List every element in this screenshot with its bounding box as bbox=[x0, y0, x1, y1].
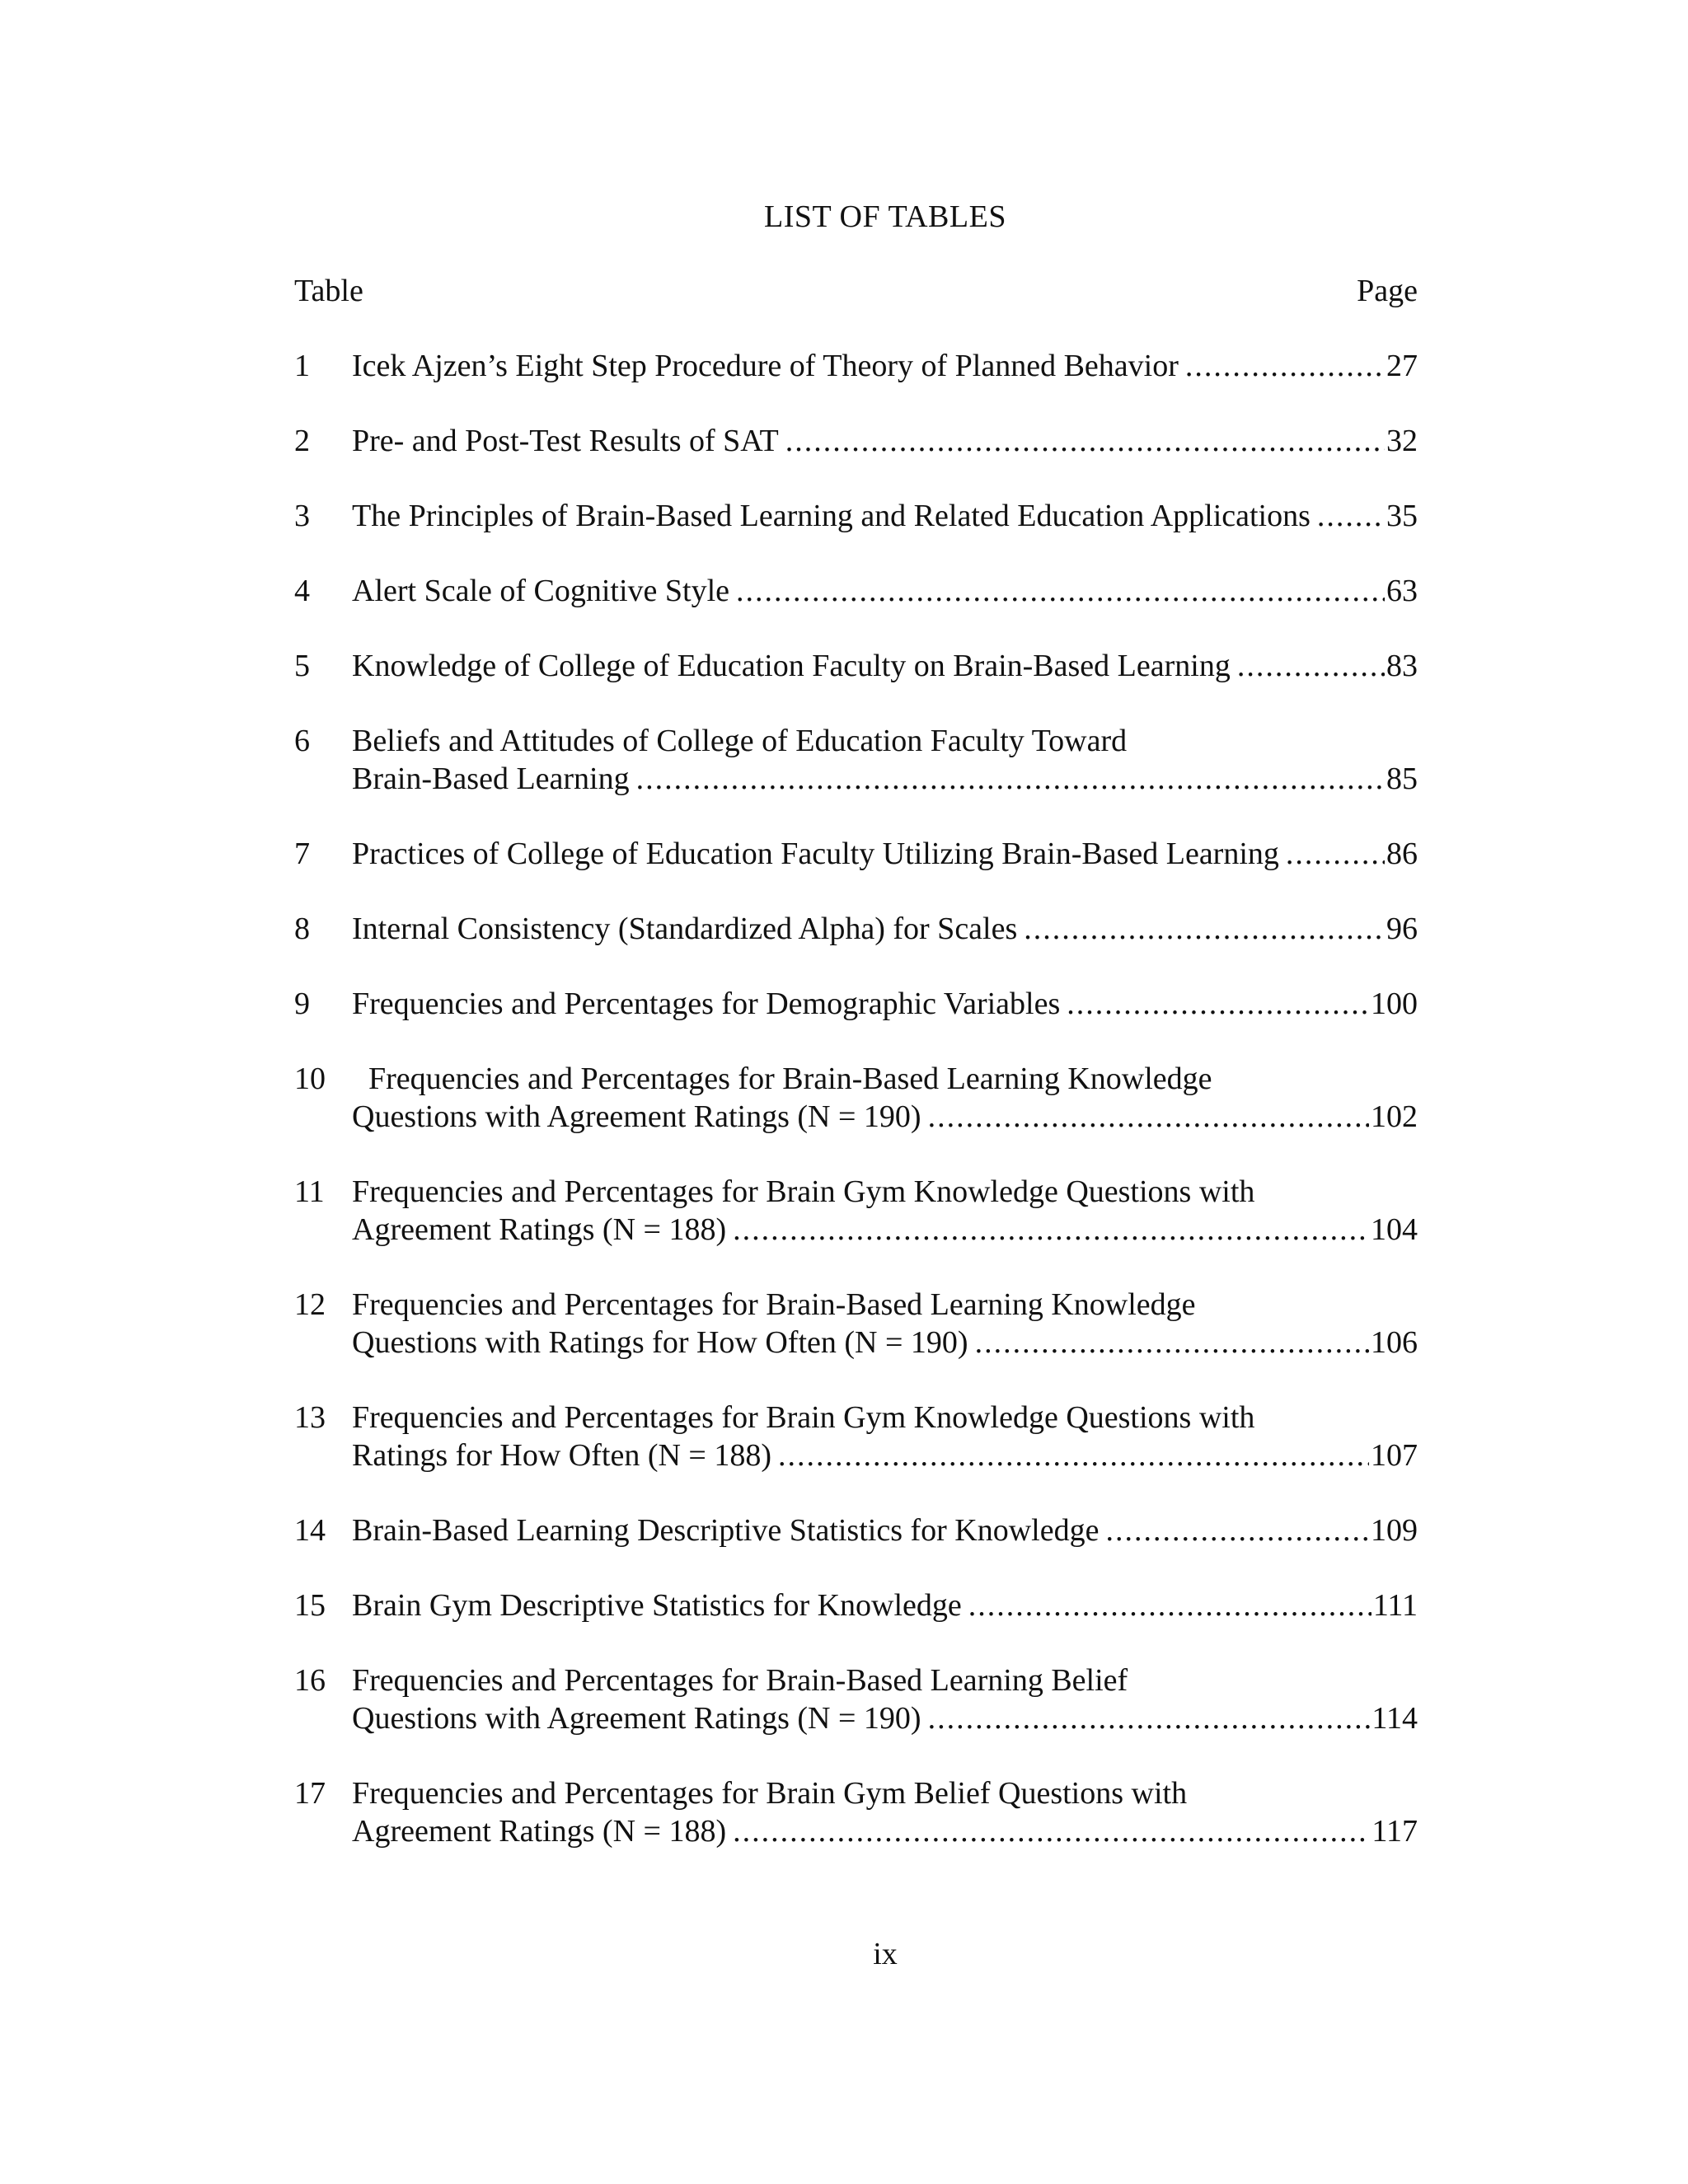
table-title bbox=[352, 1661, 1418, 1737]
page-ref: 83 bbox=[1386, 649, 1418, 683]
page-ref: 35 bbox=[1386, 499, 1418, 533]
page-ref: 104 bbox=[1371, 1212, 1418, 1247]
list-item[interactable] bbox=[294, 910, 1418, 948]
table-title bbox=[352, 985, 1418, 1023]
table-title bbox=[352, 1286, 1418, 1361]
page-ref: 63 bbox=[1386, 574, 1418, 608]
table-title-line: Frequencies and Percentages for Demographic Variables bbox=[352, 987, 1061, 1021]
list-item[interactable] bbox=[294, 647, 1418, 685]
page-ref: 111 bbox=[1372, 1588, 1418, 1623]
list-item[interactable] bbox=[294, 347, 1418, 385]
dot-leader bbox=[968, 1586, 1372, 1624]
table-number: 7 bbox=[294, 837, 310, 871]
table-number: 6 bbox=[294, 724, 310, 758]
page-title: LIST OF TABLES bbox=[764, 199, 1006, 234]
table-title bbox=[352, 347, 1418, 385]
table-title-line: Frequencies and Percentages for Brain-Based Learning Knowledge bbox=[368, 1062, 1212, 1096]
table-number: 13 bbox=[294, 1400, 326, 1435]
dot-leader bbox=[736, 572, 1385, 610]
table-number: 5 bbox=[294, 649, 310, 683]
list-item[interactable] bbox=[294, 1399, 1418, 1474]
page-ref: 96 bbox=[1386, 912, 1418, 946]
table-title-line: Practices of College of Education Faculty Utilizing Brain-Based Learning bbox=[352, 837, 1279, 871]
table-title bbox=[352, 1774, 1418, 1850]
list-item[interactable] bbox=[294, 1511, 1418, 1549]
list-item[interactable] bbox=[294, 1586, 1418, 1624]
dot-leader bbox=[1286, 835, 1385, 873]
list-item[interactable] bbox=[294, 1060, 1418, 1136]
table-title bbox=[352, 1586, 1418, 1624]
page-ref: 32 bbox=[1386, 424, 1418, 458]
page-column-header: Page bbox=[1357, 274, 1418, 308]
page-number: ix bbox=[873, 1937, 898, 1971]
table-title-line: Beliefs and Attitudes of College of Education Faculty Toward bbox=[352, 724, 1128, 758]
table-title bbox=[352, 722, 1418, 798]
table-number: 1 bbox=[294, 349, 310, 383]
table-number: 2 bbox=[294, 424, 310, 458]
list-item[interactable] bbox=[294, 1173, 1418, 1249]
list-item[interactable] bbox=[294, 497, 1418, 535]
table-title bbox=[352, 497, 1418, 535]
page-ref: 109 bbox=[1371, 1513, 1418, 1548]
table-title-line: Brain-Based Learning Descriptive Statistics for Knowledge bbox=[352, 1513, 1100, 1548]
dot-leader bbox=[928, 1098, 1369, 1136]
page-ref: 27 bbox=[1386, 349, 1418, 383]
table-title bbox=[352, 422, 1418, 460]
table-number: 9 bbox=[294, 987, 310, 1021]
dot-leader bbox=[1317, 497, 1385, 535]
list-item[interactable] bbox=[294, 985, 1418, 1023]
list-item[interactable] bbox=[294, 722, 1418, 798]
table-title-line: Ratings for How Often (N = 188) bbox=[352, 1438, 772, 1473]
table-title-line: Frequencies and Percentages for Brain Gym Knowledge Questions with bbox=[352, 1174, 1255, 1209]
table-title-line: Questions with Ratings for How Often (N = 190) bbox=[352, 1325, 968, 1360]
table-title-line: Frequencies and Percentages for Brain-Based Learning Belief bbox=[352, 1663, 1128, 1698]
dot-leader bbox=[1105, 1511, 1369, 1549]
table-number: 17 bbox=[294, 1776, 326, 1811]
table-title-line: Frequencies and Percentages for Brain Gym Knowledge Questions with bbox=[352, 1400, 1255, 1435]
page-ref: 102 bbox=[1371, 1099, 1418, 1134]
table-title bbox=[352, 1511, 1418, 1549]
table-title-line: Alert Scale of Cognitive Style bbox=[352, 574, 730, 608]
page-ref: 86 bbox=[1386, 837, 1418, 871]
dot-leader bbox=[785, 422, 1385, 460]
table-title-line: Knowledge of College of Education Faculty on Brain-Based Learning bbox=[352, 649, 1231, 683]
table-title bbox=[352, 647, 1418, 685]
page-ref: 117 bbox=[1372, 1814, 1418, 1849]
page-ref: 114 bbox=[1372, 1701, 1418, 1736]
dot-leader bbox=[1185, 347, 1385, 385]
list-item[interactable] bbox=[294, 1661, 1418, 1737]
table-title-line: The Principles of Brain-Based Learning and Related Education Applications bbox=[352, 499, 1311, 533]
dot-leader bbox=[636, 760, 1385, 798]
table-column-header: Table bbox=[294, 274, 363, 308]
table-number: 11 bbox=[294, 1174, 325, 1209]
table-number: 14 bbox=[294, 1513, 326, 1548]
table-number: 15 bbox=[294, 1588, 326, 1623]
page-ref: 85 bbox=[1386, 762, 1418, 796]
dot-leader bbox=[778, 1436, 1369, 1474]
table-title-line: Agreement Ratings (N = 188) bbox=[352, 1212, 727, 1247]
table-title-line: Icek Ajzen’s Eight Step Procedure of Theory of Planned Behavior bbox=[352, 349, 1179, 383]
table-title-line: Questions with Agreement Ratings (N = 190) bbox=[352, 1099, 921, 1134]
dot-leader bbox=[975, 1324, 1369, 1361]
list-item[interactable] bbox=[294, 1774, 1418, 1850]
list-item[interactable] bbox=[294, 835, 1418, 873]
dot-leader bbox=[1237, 647, 1385, 685]
table-title-line: Questions with Agreement Ratings (N = 190) bbox=[352, 1701, 921, 1736]
table-title-line: Brain Gym Descriptive Statistics for Knowledge bbox=[352, 1588, 962, 1623]
table-title-line: Frequencies and Percentages for Brain-Based Learning Knowledge bbox=[352, 1287, 1196, 1322]
dot-leader bbox=[733, 1211, 1369, 1249]
page-ref: 106 bbox=[1371, 1325, 1418, 1360]
table-title bbox=[352, 910, 1418, 948]
table-title-line: Agreement Ratings (N = 188) bbox=[352, 1814, 727, 1849]
table-title bbox=[352, 1060, 1418, 1136]
page-ref: 100 bbox=[1371, 987, 1418, 1021]
table-number: 8 bbox=[294, 912, 310, 946]
list-item[interactable] bbox=[294, 1286, 1418, 1361]
table-title bbox=[352, 1399, 1418, 1474]
table-title bbox=[352, 572, 1418, 610]
page-ref: 107 bbox=[1371, 1438, 1418, 1473]
list-item[interactable] bbox=[294, 572, 1418, 610]
table-number: 12 bbox=[294, 1287, 326, 1322]
dot-leader bbox=[1024, 910, 1385, 948]
dot-leader bbox=[1067, 985, 1369, 1023]
table-number: 4 bbox=[294, 574, 310, 608]
table-number: 16 bbox=[294, 1663, 326, 1698]
table-title-line: Frequencies and Percentages for Brain Gym Belief Questions with bbox=[352, 1776, 1188, 1811]
table-title-line: Brain-Based Learning bbox=[352, 762, 630, 796]
dot-leader bbox=[928, 1699, 1371, 1737]
table-title-line: Internal Consistency (Standardized Alpha) for Scales bbox=[352, 912, 1018, 946]
table-title bbox=[352, 835, 1418, 873]
dot-leader bbox=[733, 1812, 1370, 1850]
table-title-line: Pre- and Post-Test Results of SAT bbox=[352, 424, 779, 458]
table-list bbox=[294, 347, 1418, 1887]
table-title bbox=[352, 1173, 1418, 1249]
list-item[interactable] bbox=[294, 422, 1418, 460]
table-number: 10 bbox=[294, 1062, 326, 1096]
table-number: 3 bbox=[294, 499, 310, 533]
